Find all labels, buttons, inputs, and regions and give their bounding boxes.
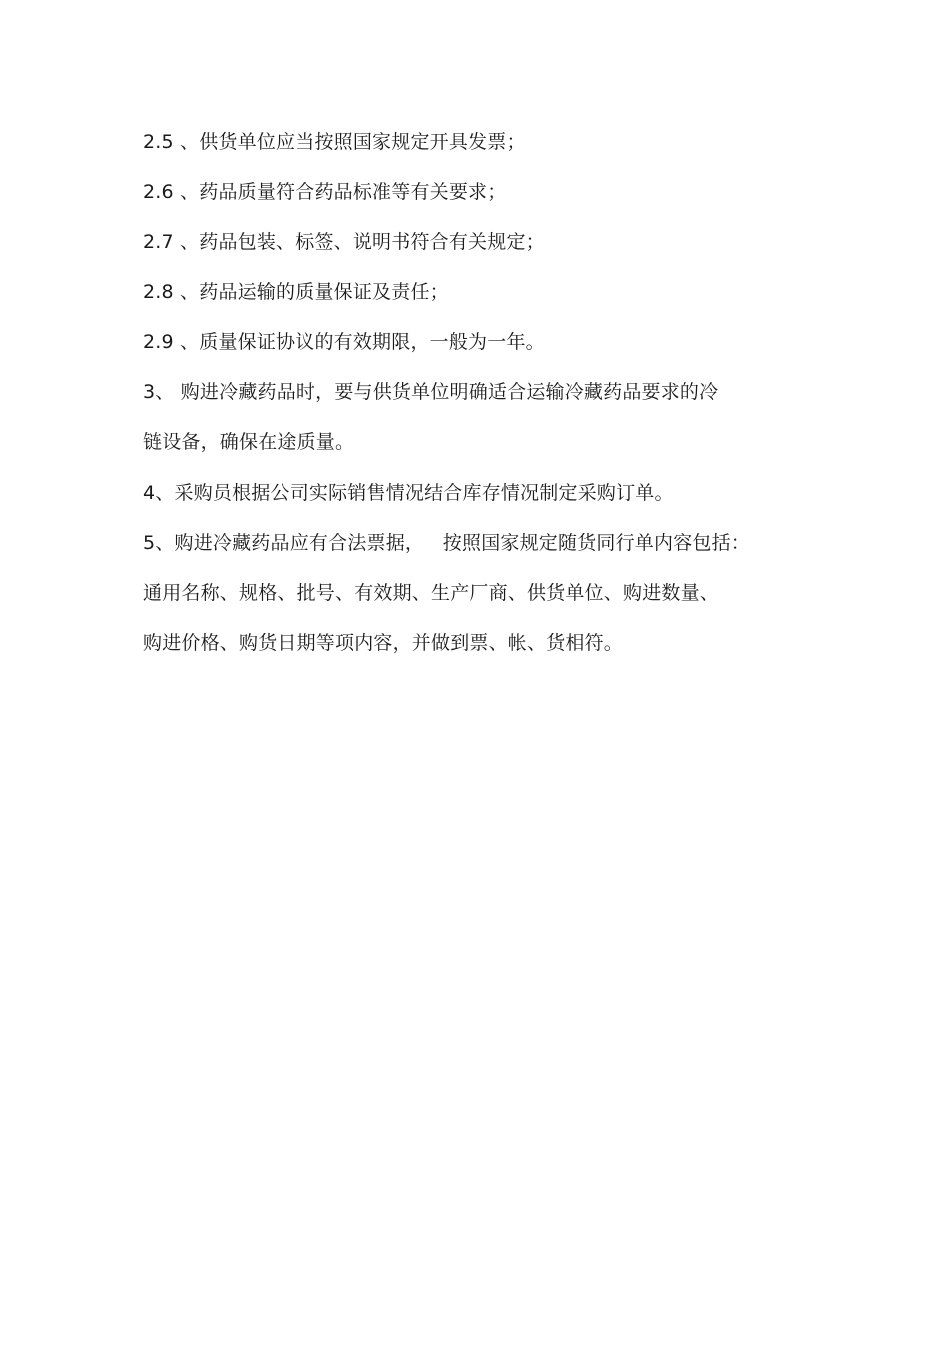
clause-3-line-1: 3、 购进冷藏药品时，要与供货单位明确适合运输冷藏药品要求的冷 <box>143 381 719 403</box>
clause-2-6: 2.6 、药品质量符合药品标准等有关要求； <box>143 181 507 203</box>
clause-2-5: 2.5 、供货单位应当按照国家规定开具发票； <box>143 131 526 153</box>
clause-2-7: 2.7 、药品包装、标签、说明书符合有关规定； <box>143 231 545 253</box>
clause-5-line-1: 5、购进冷藏药品应有合法票据， 按照国家规定随货同行单内容包括： <box>143 532 751 554</box>
clause-5-line-3: 购进价格、购货日期等项内容，并做到票、帐、货相符。 <box>143 632 624 654</box>
clause-4: 4、采购员根据公司实际销售情况结合库存情况制定采购订单。 <box>143 482 674 504</box>
clause-2-9: 2.9 、质量保证协议的有效期限，一般为一年。 <box>143 331 545 353</box>
clause-5-line-2: 通用名称、规格、批号、有效期、生产厂商、供货单位、购进数量、 <box>143 582 720 604</box>
clause-3-line-2: 链设备，确保在途质量。 <box>143 431 355 453</box>
clause-2-8: 2.8 、药品运输的质量保证及责任； <box>143 281 449 303</box>
